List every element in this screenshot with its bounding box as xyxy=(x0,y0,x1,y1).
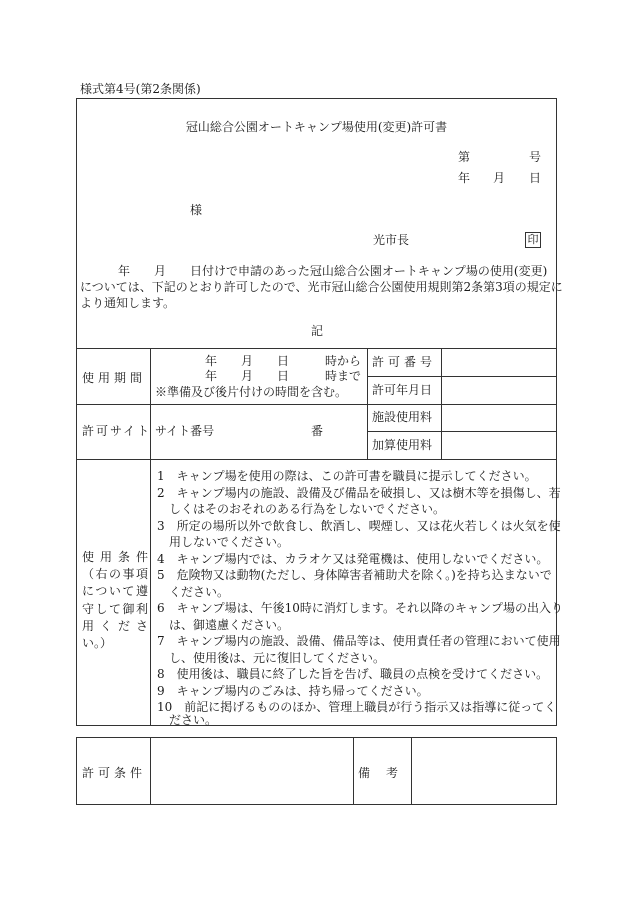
rule-bottom-value xyxy=(353,737,354,805)
site-number-label: サイト番号 xyxy=(155,424,215,438)
permit-number-label: 許可番号 xyxy=(372,355,437,369)
site-ban: 番 xyxy=(311,424,324,438)
condition-line: 6 キャンプ場は、午後10時に消灯します。それ以降のキャンプ場の出入り xyxy=(157,601,563,615)
condition-line: は、御遠慮ください。 xyxy=(157,618,290,632)
rule-site-bottom xyxy=(76,459,557,460)
date-month: 月 xyxy=(493,171,506,185)
condition-line: 1 キャンプ場を使用の際は、この許可書を職員に提示してください。 xyxy=(157,469,537,483)
condition-line: 3 所定の場所以外で飲食し、飲酒し、喫煙し、又は花火若しくは火気を使 xyxy=(157,519,561,533)
permit-date-value[interactable] xyxy=(442,377,556,404)
remarks-value[interactable] xyxy=(412,738,556,804)
date-day: 日 xyxy=(529,171,542,185)
permit-conditions-value[interactable] xyxy=(151,738,352,804)
addressee-suffix: 様 xyxy=(190,203,203,217)
additional-fee-label: 加算使用料 xyxy=(372,438,433,452)
remarks-label: 備考 xyxy=(358,766,415,780)
body-line-2: については、下記のとおり許可したので、光市冠山総合公園使用規則第2条第3項の規定に xyxy=(80,280,563,294)
facility-fee-value[interactable] xyxy=(442,405,556,431)
condition-line: し、使用後は、元に復旧してください。 xyxy=(157,651,386,665)
number-go: 号 xyxy=(529,150,542,164)
body-line-3: より通知します。 xyxy=(80,296,176,310)
condition-line: ださい。 xyxy=(157,713,218,727)
condition-line: 9 キャンプ場内のごみは、持ち帰ってください。 xyxy=(157,684,429,698)
body-line-1: 年 月 日付けで申請のあった冠山総合公園オートキャンプ場の使用(変更) xyxy=(118,264,548,278)
condition-line: ください。 xyxy=(157,585,230,599)
condition-line: 4 キャンプ場内では、カラオケ又は発電機は、使用しないでください。 xyxy=(157,552,549,566)
period-note: ※準備及び後片付けの時間を含む。 xyxy=(155,385,348,399)
document-title: 冠山総合公園オートキャンプ場使用(変更)許可書 xyxy=(185,120,448,134)
rule-value-column xyxy=(367,348,368,459)
additional-fee-value[interactable] xyxy=(442,432,556,459)
period-to: 年 月 日 時まで xyxy=(205,369,362,383)
seal-mark: 印 xyxy=(525,232,541,248)
ki-label: 記 xyxy=(311,324,324,338)
issuer-name: 光市長 xyxy=(373,233,410,247)
condition-line: しくはそのおそれのある行為をしないでください。 xyxy=(157,502,446,516)
permit-date-label: 許可年月日 xyxy=(372,383,433,397)
condition-line: 5 危険物又は動物(ただし、身体障害者補助犬を除く。)を持ち込まないで xyxy=(157,568,552,582)
condition-line: 8 使用後は、職員に終了した旨を告げ、職員の点検を受けてください。 xyxy=(157,667,549,681)
form-number-label: 様式第4号(第2条関係) xyxy=(80,82,201,96)
condition-line: 10 前記に掲げるもののほか、管理上職員が行う指示又は指導に従ってく xyxy=(157,700,557,714)
number-dai: 第 xyxy=(458,150,471,164)
condition-line: 2 キャンプ場内の施設、設備及び備品を破損し、又は樹木等を損傷し、若 xyxy=(157,486,561,500)
facility-fee-label: 施設使用料 xyxy=(372,410,433,424)
period-from: 年 月 日 時から xyxy=(205,354,362,368)
date-year: 年 xyxy=(458,171,471,185)
permit-conditions-label: 許可条件 xyxy=(82,766,147,780)
condition-line: 7 キャンプ場内の施設、設備、備品等は、使用責任者の管理において使用 xyxy=(157,634,561,648)
period-label: 使用期間 xyxy=(82,371,147,385)
permit-number-value[interactable] xyxy=(442,349,556,376)
condition-line: 用しないでください。 xyxy=(157,535,290,549)
conditions-label: 使用条件（右の事項について遵守して御利用ください。） xyxy=(82,550,148,651)
site-label: 許可サイト xyxy=(82,424,152,438)
rule-label-column xyxy=(150,348,151,726)
